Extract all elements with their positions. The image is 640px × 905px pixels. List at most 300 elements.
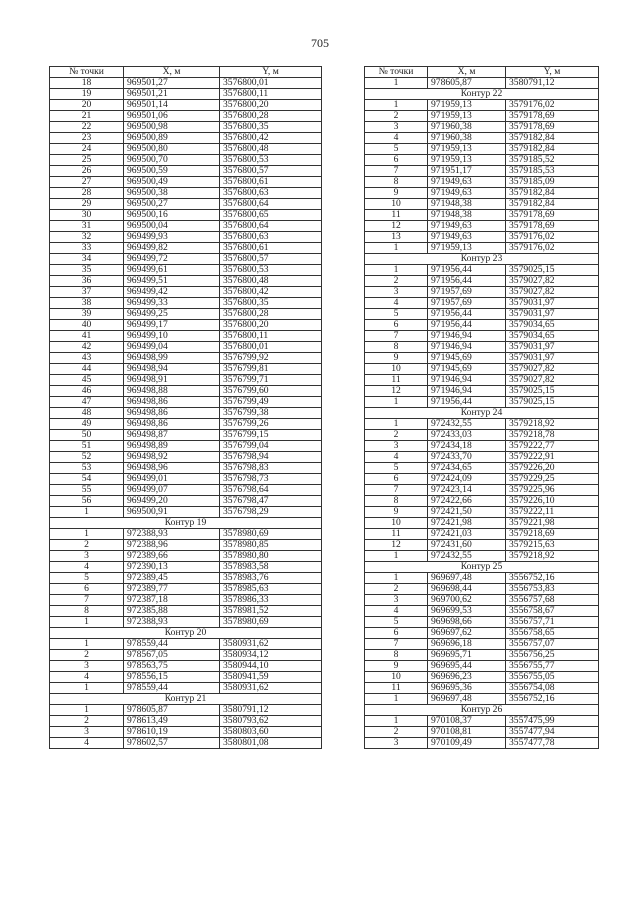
table-row	[50, 287, 322, 298]
point-number-cell: 3	[50, 727, 124, 738]
y-coordinate-cell: 3579027,82	[506, 276, 599, 287]
point-number-cell: 11	[365, 683, 428, 694]
x-coordinate-cell: 969500,70	[124, 155, 220, 166]
y-coordinate-cell: 3580944,10	[220, 661, 322, 672]
table-row	[50, 155, 322, 166]
x-coordinate-cell: 969498,86	[124, 408, 220, 419]
y-coordinate-cell: 3576799,38	[220, 408, 322, 419]
y-coordinate-cell: 3579218,78	[506, 430, 599, 441]
point-number-cell: 24	[50, 144, 124, 155]
table-row	[365, 188, 599, 199]
point-number-cell: 5	[365, 463, 428, 474]
x-coordinate-cell: 972433,03	[428, 430, 506, 441]
y-coordinate-cell: 3576800,64	[220, 221, 322, 232]
table-row	[50, 144, 322, 155]
x-coordinate-cell: 969499,17	[124, 320, 220, 331]
table-row	[365, 573, 599, 584]
x-coordinate-cell: 971959,13	[428, 155, 506, 166]
point-number-cell: 11	[365, 529, 428, 540]
point-number-cell: 4	[365, 133, 428, 144]
table-row	[365, 287, 599, 298]
point-number-cell: 4	[365, 452, 428, 463]
x-coordinate-cell: 969498,92	[124, 452, 220, 463]
y-coordinate-cell: 3576800,01	[220, 342, 322, 353]
kontur-label: Контур 24	[365, 408, 599, 419]
y-coordinate-cell: 3579034,65	[506, 331, 599, 342]
page-number: 705	[311, 36, 329, 50]
x-coordinate-cell: 971949,63	[428, 188, 506, 199]
point-number-cell: 12	[365, 540, 428, 551]
point-number-cell: 8	[365, 342, 428, 353]
table-row	[365, 342, 599, 353]
point-number-cell: 3	[365, 595, 428, 606]
point-number-cell: 7	[365, 331, 428, 342]
table-row	[50, 364, 322, 375]
y-coordinate-cell: 3579185,09	[506, 177, 599, 188]
point-number-cell: 9	[365, 507, 428, 518]
point-number-cell: 7	[365, 639, 428, 650]
x-coordinate-cell: 971945,69	[428, 364, 506, 375]
x-coordinate-cell: 969498,87	[124, 430, 220, 441]
point-number-cell: 10	[365, 199, 428, 210]
x-coordinate-cell: 969499,61	[124, 265, 220, 276]
table-row	[365, 331, 599, 342]
y-coordinate-cell: 3579222,91	[506, 452, 599, 463]
x-coordinate-cell: 972431,60	[428, 540, 506, 551]
y-coordinate-cell: 3579182,84	[506, 133, 599, 144]
x-coordinate-cell: 971959,13	[428, 144, 506, 155]
point-number-cell: 6	[365, 474, 428, 485]
kontur-label: Контур 23	[365, 254, 599, 265]
point-number-cell: 9	[365, 353, 428, 364]
point-number-cell: 4	[365, 606, 428, 617]
x-coordinate-cell: 969500,98	[124, 122, 220, 133]
point-number-cell: 2	[365, 430, 428, 441]
x-coordinate-cell: 978605,87	[428, 78, 506, 89]
y-coordinate-cell: 3579031,97	[506, 309, 599, 320]
x-coordinate-cell: 969695,44	[428, 661, 506, 672]
table-row	[50, 529, 322, 540]
point-number-cell: 53	[50, 463, 124, 474]
point-number-cell: 26	[50, 166, 124, 177]
point-number-cell: 6	[365, 155, 428, 166]
table-row	[365, 177, 599, 188]
x-coordinate-cell: 978567,05	[124, 650, 220, 661]
x-coordinate-cell: 971945,69	[428, 353, 506, 364]
x-coordinate-cell: 969500,16	[124, 210, 220, 221]
x-coordinate-cell: 978602,57	[124, 738, 220, 749]
x-coordinate-cell: 972421,98	[428, 518, 506, 529]
y-coordinate-cell: 3580791,12	[220, 705, 322, 716]
table-row	[50, 166, 322, 177]
point-number-cell: 12	[365, 221, 428, 232]
table-row	[365, 639, 599, 650]
y-coordinate-cell: 3576800,63	[220, 232, 322, 243]
x-coordinate-cell: 972433,70	[428, 452, 506, 463]
x-coordinate-cell: 971960,38	[428, 133, 506, 144]
table-row	[50, 221, 322, 232]
table-row	[365, 738, 599, 749]
x-coordinate-cell: 972385,88	[124, 606, 220, 617]
kontur-row	[365, 705, 599, 716]
x-coordinate-cell: 969498,94	[124, 364, 220, 375]
kontur-label: Контур 26	[365, 705, 599, 716]
x-coordinate-cell: 969498,86	[124, 397, 220, 408]
y-coordinate-cell: 3576798,64	[220, 485, 322, 496]
x-coordinate-cell: 971946,94	[428, 386, 506, 397]
y-coordinate-cell: 3556755,05	[506, 672, 599, 683]
y-coordinate-cell: 3556756,25	[506, 650, 599, 661]
point-number-cell: 11	[365, 210, 428, 221]
x-coordinate-cell: 978559,44	[124, 683, 220, 694]
x-coordinate-cell: 969500,59	[124, 166, 220, 177]
point-number-cell: 40	[50, 320, 124, 331]
y-coordinate-cell: 3576799,15	[220, 430, 322, 441]
point-number-cell: 10	[365, 672, 428, 683]
kontur-row	[50, 694, 322, 705]
y-coordinate-cell: 3576800,61	[220, 243, 322, 254]
y-coordinate-cell: 3576800,64	[220, 199, 322, 210]
y-coordinate-cell: 3576800,28	[220, 309, 322, 320]
x-coordinate-cell: 970108,37	[428, 716, 506, 727]
table-header-row	[50, 67, 322, 78]
y-coordinate-cell: 3579222,77	[506, 441, 599, 452]
y-coordinate-cell: 3556757,07	[506, 639, 599, 650]
y-coordinate-cell: 3576799,60	[220, 386, 322, 397]
table-row	[50, 507, 322, 518]
table-row	[50, 606, 322, 617]
x-coordinate-cell: 969697,48	[428, 694, 506, 705]
table-row	[365, 661, 599, 672]
table-row	[50, 265, 322, 276]
y-coordinate-cell: 3579176,02	[506, 243, 599, 254]
y-coordinate-cell: 3578980,85	[220, 540, 322, 551]
table-row	[50, 584, 322, 595]
point-number-cell: 37	[50, 287, 124, 298]
y-coordinate-cell: 3576800,11	[220, 89, 322, 100]
y-coordinate-cell: 3556757,68	[506, 595, 599, 606]
table-row	[365, 309, 599, 320]
table-row	[50, 672, 322, 683]
kontur-label: Контур 19	[50, 518, 322, 529]
y-coordinate-cell: 3579176,02	[506, 100, 599, 111]
table-row	[50, 573, 322, 584]
table-row	[365, 672, 599, 683]
y-coordinate-cell: 3579182,84	[506, 144, 599, 155]
kontur-row	[365, 562, 599, 573]
x-coordinate-cell: 969499,33	[124, 298, 220, 309]
point-number-cell: 10	[365, 364, 428, 375]
x-coordinate-cell: 969697,62	[428, 628, 506, 639]
x-coordinate-cell: 971956,44	[428, 265, 506, 276]
point-number-cell: 7	[365, 166, 428, 177]
point-number-cell: 35	[50, 265, 124, 276]
y-coordinate-cell: 3556755,77	[506, 661, 599, 672]
x-coordinate-cell: 970108,81	[428, 727, 506, 738]
x-coordinate-cell: 971951,17	[428, 166, 506, 177]
table-row	[50, 100, 322, 111]
table-row	[50, 276, 322, 287]
table-row	[365, 485, 599, 496]
table-row	[50, 89, 322, 100]
x-coordinate-cell: 969499,20	[124, 496, 220, 507]
y-coordinate-cell: 3579031,97	[506, 353, 599, 364]
x-coordinate-cell: 969498,99	[124, 353, 220, 364]
header-x: X, м	[124, 67, 220, 78]
y-coordinate-cell: 3579031,97	[506, 342, 599, 353]
table-row	[50, 232, 322, 243]
point-number-cell: 3	[365, 287, 428, 298]
point-number-cell: 21	[50, 111, 124, 122]
x-coordinate-cell: 969498,91	[124, 375, 220, 386]
table-row	[50, 309, 322, 320]
point-number-cell: 7	[50, 595, 124, 606]
x-coordinate-cell: 969499,51	[124, 276, 220, 287]
header-point-number: № точки	[50, 67, 124, 78]
header-point-number: № точки	[365, 67, 428, 78]
table-row	[365, 199, 599, 210]
point-number-cell: 18	[50, 78, 124, 89]
x-coordinate-cell: 969499,93	[124, 232, 220, 243]
x-coordinate-cell: 969499,42	[124, 287, 220, 298]
table-row	[50, 485, 322, 496]
point-number-cell: 22	[50, 122, 124, 133]
table-row	[50, 408, 322, 419]
table-row	[365, 694, 599, 705]
point-number-cell: 6	[365, 628, 428, 639]
point-number-cell: 12	[365, 386, 428, 397]
y-coordinate-cell: 3579025,15	[506, 265, 599, 276]
x-coordinate-cell: 972389,77	[124, 584, 220, 595]
x-coordinate-cell: 969499,82	[124, 243, 220, 254]
x-coordinate-cell: 972421,50	[428, 507, 506, 518]
table-row	[365, 353, 599, 364]
x-coordinate-cell: 969500,91	[124, 507, 220, 518]
point-number-cell: 1	[365, 265, 428, 276]
y-coordinate-cell: 3556758,67	[506, 606, 599, 617]
table-row	[365, 232, 599, 243]
point-number-cell: 48	[50, 408, 124, 419]
y-coordinate-cell: 3579225,96	[506, 485, 599, 496]
x-coordinate-cell: 972388,96	[124, 540, 220, 551]
x-coordinate-cell: 969499,01	[124, 474, 220, 485]
kontur-label: Контур 22	[365, 89, 599, 100]
y-coordinate-cell: 3578983,58	[220, 562, 322, 573]
y-coordinate-cell: 3576800,53	[220, 265, 322, 276]
y-coordinate-cell: 3579034,65	[506, 320, 599, 331]
kontur-label: Контур 21	[50, 694, 322, 705]
x-coordinate-cell: 969699,53	[428, 606, 506, 617]
point-number-cell: 3	[365, 122, 428, 133]
y-coordinate-cell: 3576800,20	[220, 320, 322, 331]
point-number-cell: 8	[365, 650, 428, 661]
kontur-label: Контур 25	[365, 562, 599, 573]
x-coordinate-cell: 971949,63	[428, 232, 506, 243]
y-coordinate-cell: 3579027,82	[506, 364, 599, 375]
point-number-cell: 4	[365, 298, 428, 309]
point-number-cell: 41	[50, 331, 124, 342]
x-coordinate-cell: 969500,27	[124, 199, 220, 210]
point-number-cell: 23	[50, 133, 124, 144]
y-coordinate-cell: 3578980,69	[220, 617, 322, 628]
point-number-cell: 25	[50, 155, 124, 166]
x-coordinate-cell: 971957,69	[428, 287, 506, 298]
y-coordinate-cell: 3579218,69	[506, 529, 599, 540]
table-row	[365, 463, 599, 474]
point-number-cell: 30	[50, 210, 124, 221]
table-row	[50, 243, 322, 254]
table-row	[365, 474, 599, 485]
y-coordinate-cell: 3576800,35	[220, 122, 322, 133]
table-row	[50, 78, 322, 89]
x-coordinate-cell: 972389,66	[124, 551, 220, 562]
y-coordinate-cell: 3579025,15	[506, 397, 599, 408]
table-row	[50, 320, 322, 331]
y-coordinate-cell: 3576799,92	[220, 353, 322, 364]
table-row	[365, 397, 599, 408]
x-coordinate-cell: 969500,38	[124, 188, 220, 199]
table-row	[365, 276, 599, 287]
table-row	[365, 617, 599, 628]
table-row	[365, 441, 599, 452]
x-coordinate-cell: 971946,94	[428, 375, 506, 386]
table-row	[50, 595, 322, 606]
x-coordinate-cell: 971946,94	[428, 342, 506, 353]
kontur-row	[365, 89, 599, 100]
point-number-cell: 44	[50, 364, 124, 375]
x-coordinate-cell: 969501,27	[124, 78, 220, 89]
table-row	[50, 386, 322, 397]
y-coordinate-cell: 3578985,63	[220, 584, 322, 595]
y-coordinate-cell: 3580793,62	[220, 716, 322, 727]
point-number-cell: 1	[365, 243, 428, 254]
coordinates-table-left	[49, 66, 322, 749]
point-number-cell: 28	[50, 188, 124, 199]
y-coordinate-cell: 3579218,92	[506, 419, 599, 430]
point-number-cell: 38	[50, 298, 124, 309]
kontur-row	[50, 628, 322, 639]
table-row	[50, 353, 322, 364]
point-number-cell: 3	[365, 738, 428, 749]
y-coordinate-cell: 3576798,83	[220, 463, 322, 474]
point-number-cell: 20	[50, 100, 124, 111]
y-coordinate-cell: 3579178,69	[506, 122, 599, 133]
x-coordinate-cell: 972422,66	[428, 496, 506, 507]
y-coordinate-cell: 3576800,11	[220, 331, 322, 342]
table-row	[365, 298, 599, 309]
y-coordinate-cell: 3579185,52	[506, 155, 599, 166]
x-coordinate-cell: 969498,86	[124, 419, 220, 430]
table-row	[365, 452, 599, 463]
x-coordinate-cell: 971959,13	[428, 111, 506, 122]
x-coordinate-cell: 978610,19	[124, 727, 220, 738]
y-coordinate-cell: 3556757,71	[506, 617, 599, 628]
x-coordinate-cell: 978556,15	[124, 672, 220, 683]
point-number-cell: 36	[50, 276, 124, 287]
x-coordinate-cell: 972390,13	[124, 562, 220, 573]
table-row	[365, 507, 599, 518]
y-coordinate-cell: 3556752,16	[506, 694, 599, 705]
point-number-cell: 51	[50, 441, 124, 452]
table-row	[365, 430, 599, 441]
x-coordinate-cell: 972421,03	[428, 529, 506, 540]
y-coordinate-cell: 3580931,62	[220, 683, 322, 694]
point-number-cell: 42	[50, 342, 124, 353]
y-coordinate-cell: 3576799,71	[220, 375, 322, 386]
x-coordinate-cell: 969695,36	[428, 683, 506, 694]
point-number-cell: 46	[50, 386, 124, 397]
table-body-left	[50, 78, 322, 749]
y-coordinate-cell: 3576800,57	[220, 166, 322, 177]
y-coordinate-cell: 3579031,97	[506, 298, 599, 309]
table-row	[365, 144, 599, 155]
x-coordinate-cell: 969697,48	[428, 573, 506, 584]
x-coordinate-cell: 971956,44	[428, 309, 506, 320]
table-row	[365, 529, 599, 540]
table-row	[50, 342, 322, 353]
x-coordinate-cell: 971949,63	[428, 221, 506, 232]
y-coordinate-cell: 3576800,42	[220, 133, 322, 144]
point-number-cell: 11	[365, 375, 428, 386]
x-coordinate-cell: 969500,80	[124, 144, 220, 155]
x-coordinate-cell: 969500,89	[124, 133, 220, 144]
x-coordinate-cell: 971960,38	[428, 122, 506, 133]
table-row	[50, 540, 322, 551]
point-number-cell: 2	[50, 540, 124, 551]
point-number-cell: 5	[365, 144, 428, 155]
point-number-cell: 52	[50, 452, 124, 463]
y-coordinate-cell: 3579027,82	[506, 287, 599, 298]
point-number-cell: 8	[365, 496, 428, 507]
y-coordinate-cell: 3557477,94	[506, 727, 599, 738]
x-coordinate-cell: 969499,10	[124, 331, 220, 342]
kontur-row	[365, 254, 599, 265]
x-coordinate-cell: 978559,44	[124, 639, 220, 650]
point-number-cell: 1	[50, 529, 124, 540]
point-number-cell: 1	[365, 551, 428, 562]
x-coordinate-cell: 969698,44	[428, 584, 506, 595]
point-number-cell: 9	[365, 188, 428, 199]
table-row	[365, 716, 599, 727]
x-coordinate-cell: 971959,13	[428, 100, 506, 111]
table-row	[50, 716, 322, 727]
x-coordinate-cell: 972423,14	[428, 485, 506, 496]
point-number-cell: 33	[50, 243, 124, 254]
y-coordinate-cell: 3557475,99	[506, 716, 599, 727]
y-coordinate-cell: 3578980,69	[220, 529, 322, 540]
y-coordinate-cell: 3580941,59	[220, 672, 322, 683]
table-row	[50, 705, 322, 716]
point-number-cell: 54	[50, 474, 124, 485]
point-number-cell: 1	[365, 716, 428, 727]
point-number-cell: 2	[365, 276, 428, 287]
table-row	[50, 727, 322, 738]
point-number-cell: 2	[50, 716, 124, 727]
y-coordinate-cell: 3579182,84	[506, 188, 599, 199]
y-coordinate-cell: 3576800,48	[220, 144, 322, 155]
table-row	[365, 243, 599, 254]
y-coordinate-cell: 3556754,08	[506, 683, 599, 694]
table-row	[365, 78, 599, 89]
point-number-cell: 5	[365, 617, 428, 628]
x-coordinate-cell: 969501,14	[124, 100, 220, 111]
table-row	[50, 617, 322, 628]
table-row	[365, 166, 599, 177]
y-coordinate-cell: 3576798,29	[220, 507, 322, 518]
table-row	[50, 254, 322, 265]
y-coordinate-cell: 3556752,16	[506, 573, 599, 584]
y-coordinate-cell: 3576800,01	[220, 78, 322, 89]
